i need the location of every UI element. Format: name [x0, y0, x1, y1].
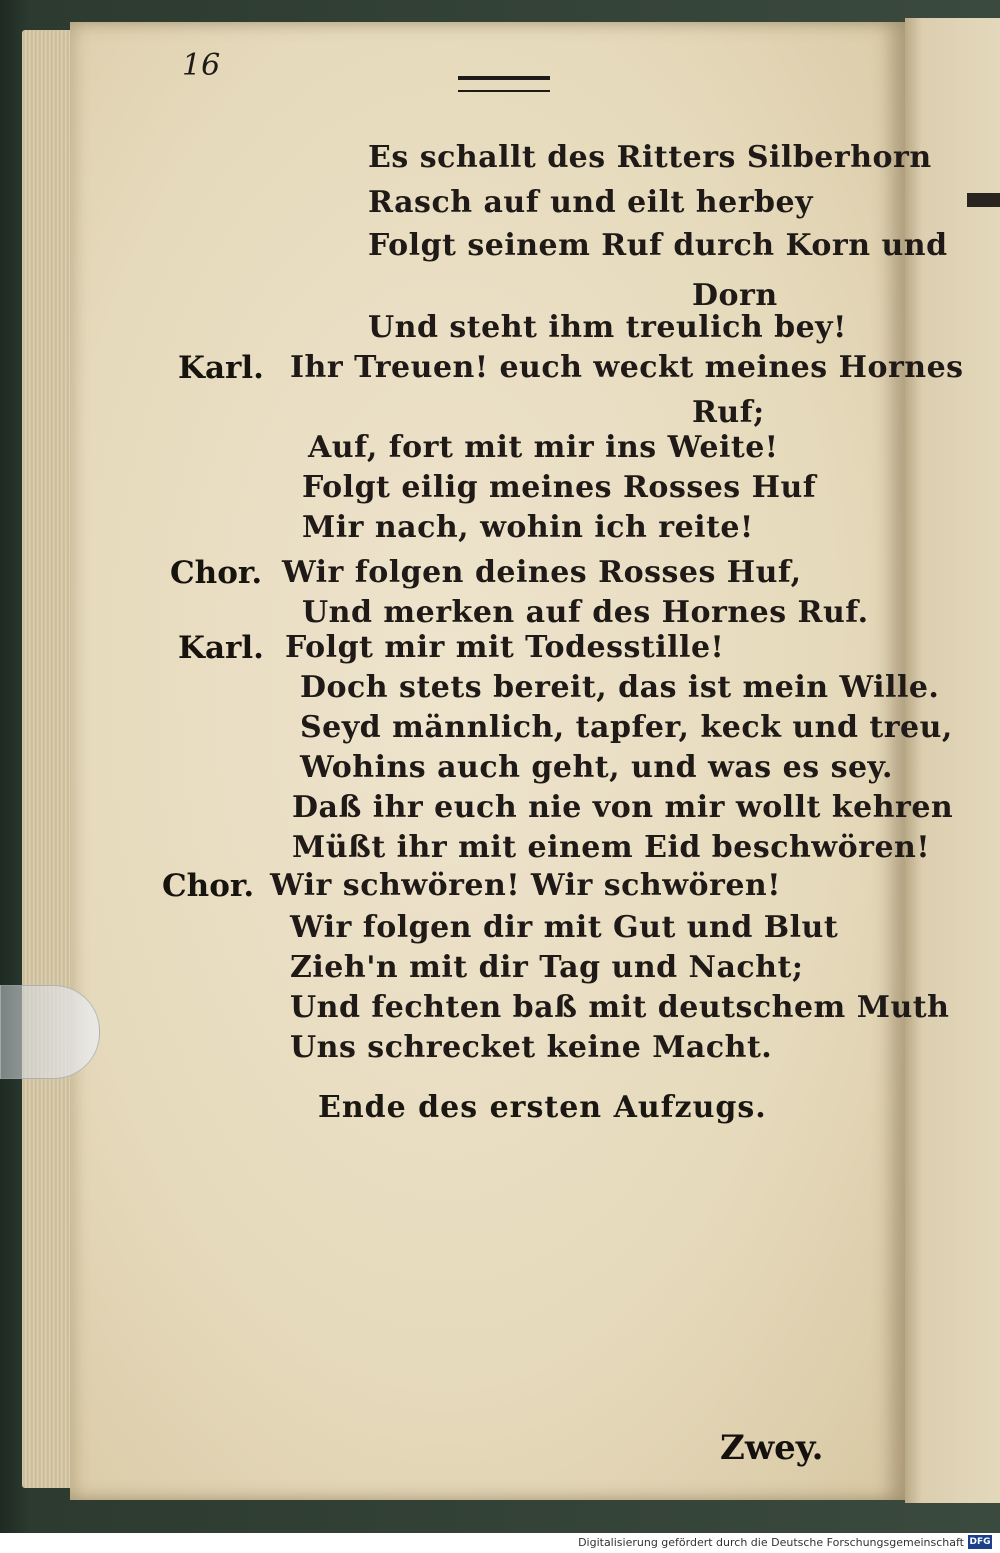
- page-clip: [0, 985, 100, 1079]
- end-of-act: Ende des ersten Aufzugs.: [318, 1090, 767, 1125]
- speaker-label: Chor.: [170, 555, 263, 591]
- verse-line: Folgt eilig meines Rosses Huf: [302, 470, 817, 505]
- facing-page-rule: [967, 193, 1000, 207]
- verse-line: Dorn: [692, 278, 778, 313]
- speaker-label: Karl.: [178, 350, 264, 386]
- verse-line: Auf, fort mit mir ins Weite!: [308, 430, 779, 465]
- verse-line: Wir folgen deines Rosses Huf,: [282, 555, 802, 590]
- verse-line: Mir nach, wohin ich reite!: [302, 510, 754, 545]
- speaker-label: Chor.: [162, 868, 255, 904]
- catchword: Zwey.: [720, 1428, 824, 1468]
- verse-line: Ruf;: [692, 395, 765, 430]
- verse-line: Uns schrecket keine Macht.: [290, 1030, 773, 1065]
- dfg-logo: DFG: [969, 1537, 991, 1547]
- verse-line: Ihr Treuen! euch weckt meines Hornes: [290, 350, 964, 385]
- verse-line: Müßt ihr mit einem Eid beschwören!: [292, 830, 931, 865]
- verse-line: Wohins auch geht, und was es sey.: [300, 750, 893, 785]
- footer-credit: Digitalisierung gefördert durch die Deutsche Forschungsgemeinschaft: [578, 1536, 964, 1549]
- verse-line: Wir schwören! Wir schwören!: [270, 868, 781, 903]
- verse-line: Daß ihr euch nie von mir wollt kehren: [292, 790, 954, 825]
- verse-line: Und merken auf des Hornes Ruf.: [302, 595, 869, 630]
- verse-line: Und fechten baß mit deutschem Muth: [290, 990, 950, 1025]
- verse-line: Rasch auf und eilt herbey: [368, 185, 813, 220]
- page-number: 16: [182, 48, 221, 83]
- verse-line: Folgt seinem Ruf durch Korn und: [368, 228, 948, 263]
- speaker-label: Karl.: [178, 630, 264, 666]
- verse-line: Und steht ihm treulich bey!: [368, 310, 847, 345]
- verse-line: Seyd männlich, tapfer, keck und treu,: [300, 710, 953, 745]
- verse-line: Es schallt des Ritters Silberhorn: [368, 140, 932, 175]
- verse-line: Zieh'n mit dir Tag und Nacht;: [290, 950, 804, 985]
- verse-line: Folgt mir mit Todesstille!: [285, 630, 725, 665]
- verse-line: Doch stets bereit, das ist mein Wille.: [300, 670, 940, 705]
- header-rule: [458, 76, 550, 92]
- verse-line: Wir folgen dir mit Gut und Blut: [290, 910, 839, 945]
